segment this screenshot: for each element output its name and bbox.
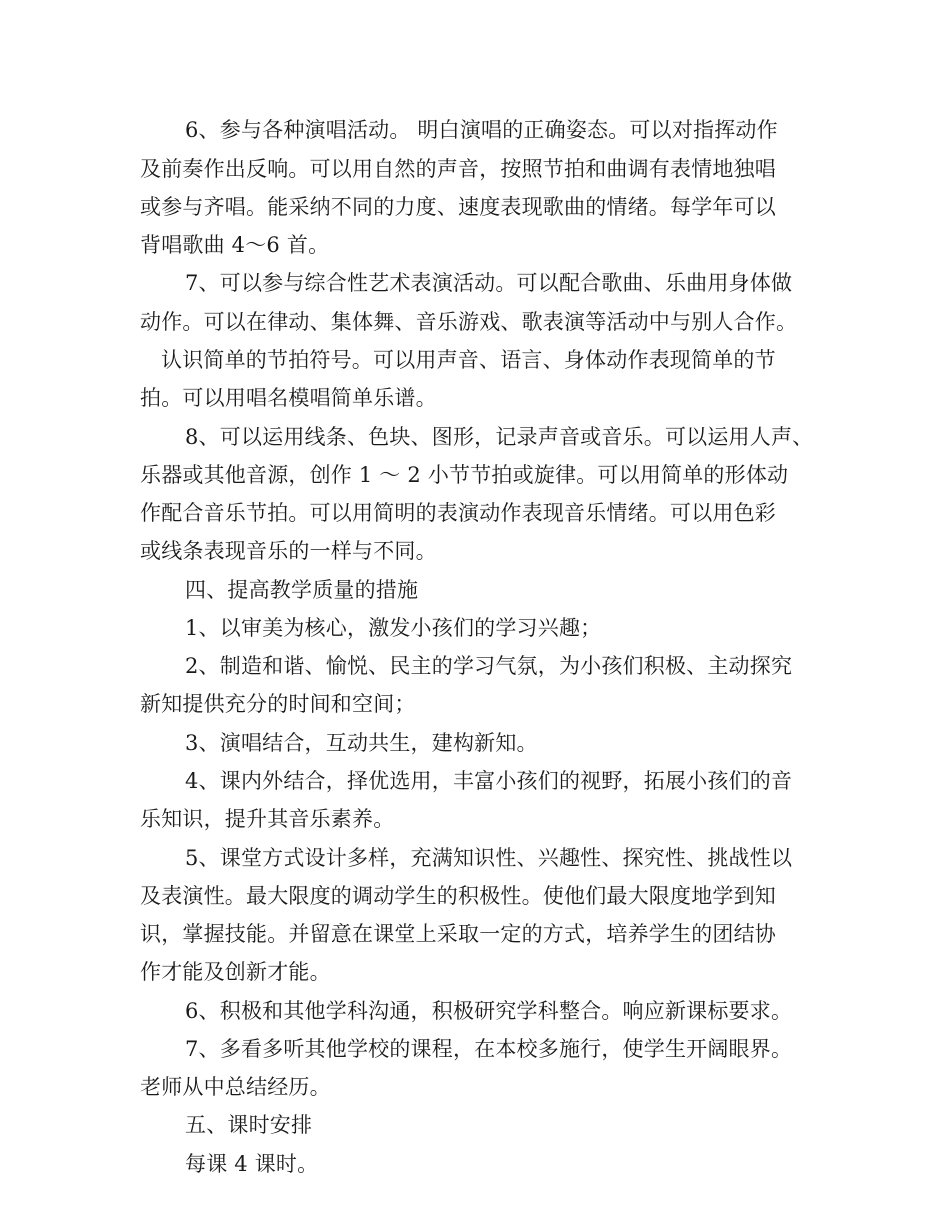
section-heading: 五、课时安排 <box>185 1113 313 1137</box>
text-line: 或参与齐唱。能采纳不同的力度、速度表现歌曲的情绪。每学年可以 <box>140 195 776 219</box>
text-line: 8、可以运用线条、色块、图形，记录声音或音乐。可以运用人声、 <box>185 425 814 449</box>
text-line: 背唱歌曲 4～6 首。 <box>140 233 330 257</box>
text-line: 4、课内外结合，择优选用，丰富小孩们的视野，拓展小孩们的音 <box>185 769 793 793</box>
text-line: 识，掌握技能。并留意在课堂上采取一定的方式，培养学生的团结协 <box>140 922 776 946</box>
text-line: 每课 4 课时。 <box>185 1152 319 1176</box>
text-line: 或线条表现音乐的一样与不同。 <box>140 539 437 563</box>
text-line: 乐器或其他音源，创作 1 ～ 2 小节节拍或旋律。可以用简单的形体动 <box>140 463 789 487</box>
text-line: 6、积极和其他学科沟通，积极研究学科整合。响应新课标要求。 <box>185 999 793 1023</box>
text-line: 1、以审美为核心，激发小孩们的学习兴趣； <box>185 616 602 640</box>
text-line: 作配合音乐节拍。可以用简明的表演动作表现音乐情绪。可以用色彩 <box>140 501 776 525</box>
text-line: 7、多看多听其他学校的课程，在本校多施行，使学生开阔眼界。 <box>185 1037 793 1061</box>
text-line: 作才能及创新才能。 <box>140 960 331 984</box>
text-line: 新知提供充分的时间和空间； <box>140 692 416 716</box>
text-line: 动作。可以在律动、集体舞、音乐游戏、歌表演等活动中与别人合作。 <box>140 310 798 334</box>
text-line: 拍。可以用唱名模唱简单乐谱。 <box>140 386 437 410</box>
text-line: 及表演性。最大限度的调动学生的积极性。使他们最大限度地学到知 <box>140 884 776 908</box>
text-line: 乐知识，提升其音乐素养。 <box>140 807 395 831</box>
text-line: 3、演唱结合，互动共生，建构新知。 <box>185 731 538 755</box>
text-line: 及前奏作出反响。可以用自然的声音，按照节拍和曲调有表情地独唱 <box>140 157 776 181</box>
section-heading: 四、提高教学质量的措施 <box>185 578 419 602</box>
text-line: 5、课堂方式设计多样，充满知识性、兴趣性、探究性、挑战性以 <box>185 846 793 870</box>
text-line: 6、参与各种演唱活动。 明白演唱的正确姿态。可以对指挥动作 <box>185 118 778 142</box>
text-line: 老师从中总结经历。 <box>140 1075 331 1099</box>
text-line: 认识简单的节拍符号。可以用声音、语言、身体动作表现简单的节 <box>161 348 776 372</box>
text-line: 7、可以参与综合性艺术表演活动。可以配合歌曲、乐曲用身体做 <box>185 271 793 295</box>
text-line: 2、制造和谐、愉悦、民主的学习气氛，为小孩们积极、主动探究 <box>185 654 793 678</box>
